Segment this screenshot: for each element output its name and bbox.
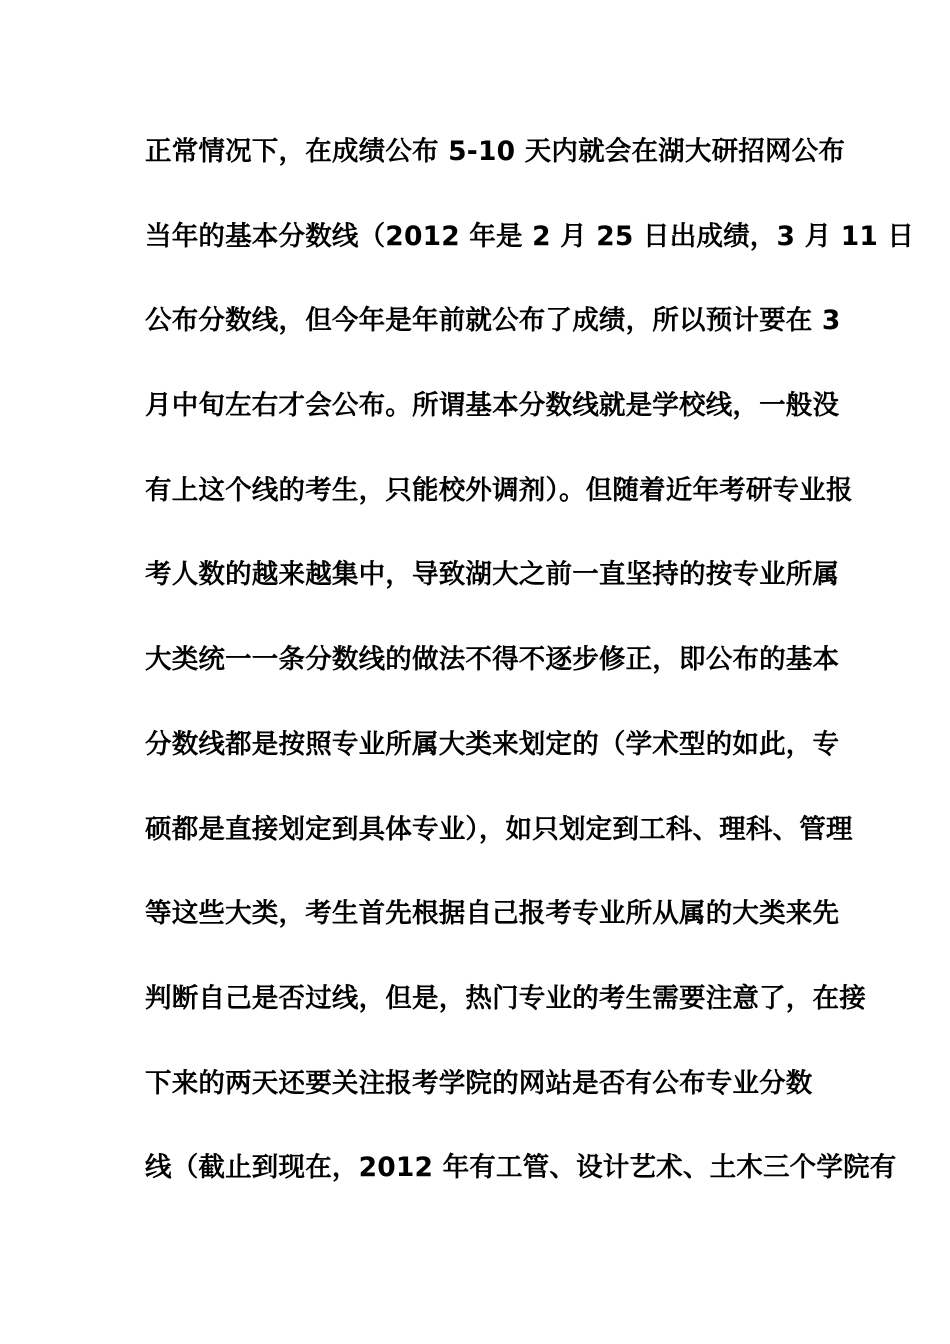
text-line-11: 判断自己是否过线，但是，热门专业的考生需要注意了，在接 xyxy=(145,982,866,1014)
text-line-12: 下来的两天还要关注报考学院的网站是否有公布专业分数 xyxy=(145,1067,813,1099)
text-line-3: 公布分数线，但今年是年前就公布了成绩，所以预计要在 3 xyxy=(145,305,841,337)
text-line-7: 大类统一一条分数线的做法不得不逐步修正，即公布的基本 xyxy=(145,644,840,676)
text-line-8: 分数线都是按照专业所属大类来划定的（学术型的如此，专 xyxy=(145,728,840,760)
text-line-13: 线（截止到现在，2012 年有工管、设计艺术、土木三个学院有 xyxy=(145,1152,897,1184)
text-line-4: 月中旬左右才会公布。所谓基本分数线就是学校线，一般没 xyxy=(145,390,840,422)
text-line-6: 考人数的越来越集中，导致湖大之前一直坚持的按专业所属 xyxy=(145,559,840,591)
text-line-9: 硕都是直接划定到具体专业），如只划定到工科、理科、管理 xyxy=(145,813,853,845)
text-line-5: 有上这个线的考生，只能校外调剂）。但随着近年考研专业报 xyxy=(145,474,853,506)
text-line-2: 当年的基本分数线（2012 年是 2 月 25 日出成绩，3 月 11 日 xyxy=(145,220,915,252)
text-line-1: 正常情况下，在成绩公布 5-10 天内就会在湖大研招网公布 xyxy=(145,136,846,167)
body-text xyxy=(145,130,915,1231)
text-line-10: 等这些大类，考生首先根据自己报考专业所从属的大类来先 xyxy=(145,898,840,930)
